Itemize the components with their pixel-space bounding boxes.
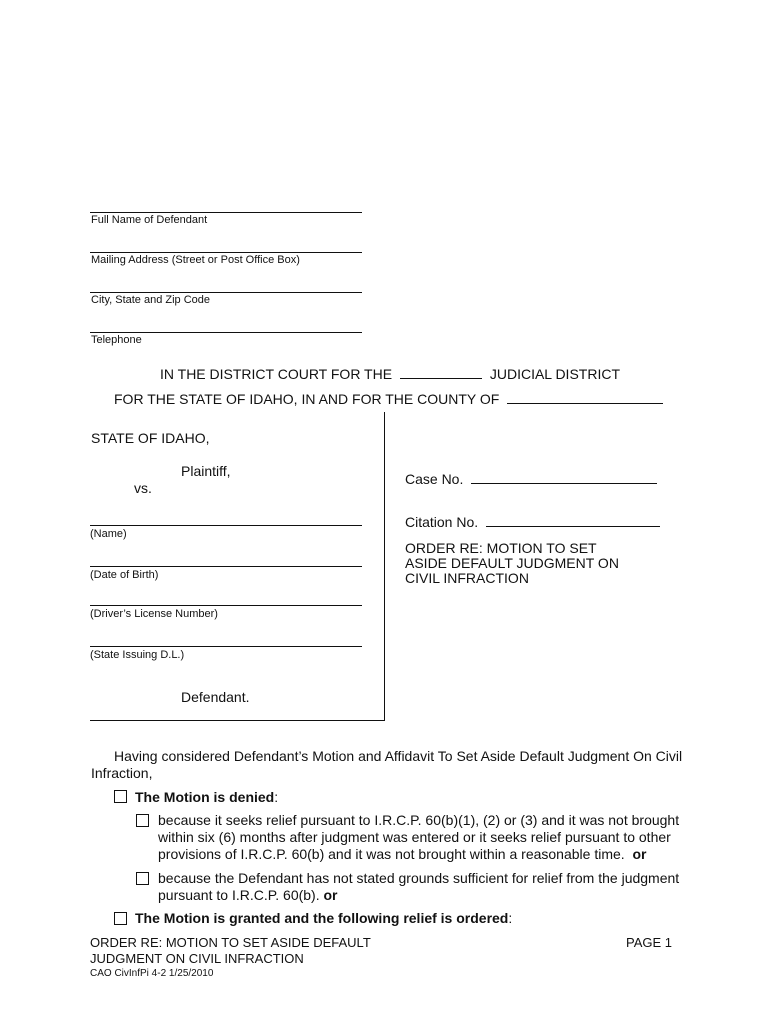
granted-label: The Motion is granted and the following relief is ordered — [135, 910, 509, 926]
judicial-district-blank[interactable] — [400, 364, 482, 379]
dob-line[interactable] — [90, 566, 362, 567]
telephone-label: Telephone — [91, 334, 142, 346]
court-heading-line1 — [160, 364, 620, 382]
footer-title-line1: ORDER RE: MOTION TO SET ASIDE DEFAULT — [90, 935, 371, 950]
name-line[interactable] — [90, 525, 362, 526]
full-name-line[interactable] — [90, 212, 362, 213]
page-number: PAGE 1 — [626, 935, 673, 950]
reason2-or: or — [323, 887, 338, 903]
court-heading-end: JUDICIAL DISTRICT — [489, 366, 620, 382]
order-title-line2: ASIDE DEFAULT JUDGMENT ON — [405, 555, 619, 571]
order-title — [405, 541, 619, 586]
granted-row — [135, 910, 512, 926]
denied-row — [135, 789, 278, 805]
mailing-address-label: Mailing Address (Street or Post Office Box) — [91, 254, 300, 266]
dl-number-label: (Driver’s License Number) — [90, 608, 218, 620]
court-heading-start: IN THE DISTRICT COURT FOR THE — [160, 366, 393, 382]
mailing-address-line[interactable] — [90, 252, 362, 253]
dl-number-line[interactable] — [90, 605, 362, 606]
reason1-text — [158, 812, 679, 863]
reason1-line3 — [158, 846, 679, 863]
case-number-row — [405, 469, 657, 487]
reason1-line1: because it seeks relief pursuant to I.R.C.P. 60(b)(1), (2) or (3) and it was not brought — [158, 812, 680, 828]
reason1-or: or — [632, 846, 647, 862]
full-name-label: Full Name of Defendant — [91, 214, 208, 226]
state-dl-label: (State Issuing D.L.) — [90, 649, 185, 661]
denied-checkbox[interactable] — [114, 790, 127, 803]
reason1-line2: within six (6) months after judgment was entered or it seeks relief pursuant to other — [158, 829, 671, 845]
denied-label: The Motion is denied — [135, 789, 275, 805]
defendant-label: Defendant. — [181, 689, 250, 705]
intro-line1: Having considered Defendant’s Motion and Affidavit To Set Aside Default Judgment On Civil — [114, 748, 683, 764]
footer-title-line2: JUDGMENT ON CIVIL INFRACTION — [90, 951, 304, 966]
name-label: (Name) — [90, 528, 127, 540]
county-blank[interactable] — [507, 389, 663, 404]
reason2-checkbox[interactable] — [136, 872, 149, 885]
state-dl-line[interactable] — [90, 646, 362, 647]
granted-colon: : — [508, 910, 513, 926]
reason2-text — [158, 870, 679, 904]
case-number-label: Case No. — [405, 471, 464, 487]
dob-label: (Date of Birth) — [90, 569, 159, 581]
form-id: CAO CivInfPi 4-2 1/25/2010 — [90, 968, 214, 979]
case-number-blank[interactable] — [471, 469, 657, 484]
court-heading-line2 — [114, 389, 663, 407]
reason2-line1: because the Defendant has not stated grounds sufficient for relief from the judgment — [158, 870, 680, 886]
vs-label: vs. — [134, 480, 152, 496]
granted-checkbox[interactable] — [114, 912, 127, 925]
denied-colon: : — [274, 789, 279, 805]
order-title-line3: CIVIL INFRACTION — [405, 570, 529, 586]
county-heading: FOR THE STATE OF IDAHO, IN AND FOR THE COUNTY OF — [114, 391, 500, 407]
intro-line2: Infraction, — [91, 765, 153, 781]
reason1-checkbox[interactable] — [136, 814, 149, 827]
city-state-zip-line[interactable] — [90, 292, 362, 293]
caption-divider — [384, 412, 385, 720]
city-state-zip-label: City, State and Zip Code — [91, 294, 211, 306]
reason1-line3-text: provisions of I.R.C.P. 60(b) and it was not brought within a reasonable time. — [158, 846, 625, 862]
citation-number-row — [405, 512, 660, 530]
footer-title — [90, 935, 371, 967]
citation-number-blank[interactable] — [486, 512, 660, 527]
reason2-line2 — [158, 887, 679, 904]
citation-number-label: Citation No. — [405, 514, 479, 530]
plaintiff-name: STATE OF IDAHO, — [91, 430, 210, 446]
reason2-line2-text: pursuant to I.R.C.P. 60(b). — [158, 887, 320, 903]
plaintiff-label: Plaintiff, — [181, 463, 231, 479]
telephone-line[interactable] — [90, 332, 362, 333]
order-title-line1: ORDER RE: MOTION TO SET — [405, 540, 597, 556]
caption-bottom-line — [90, 720, 385, 721]
